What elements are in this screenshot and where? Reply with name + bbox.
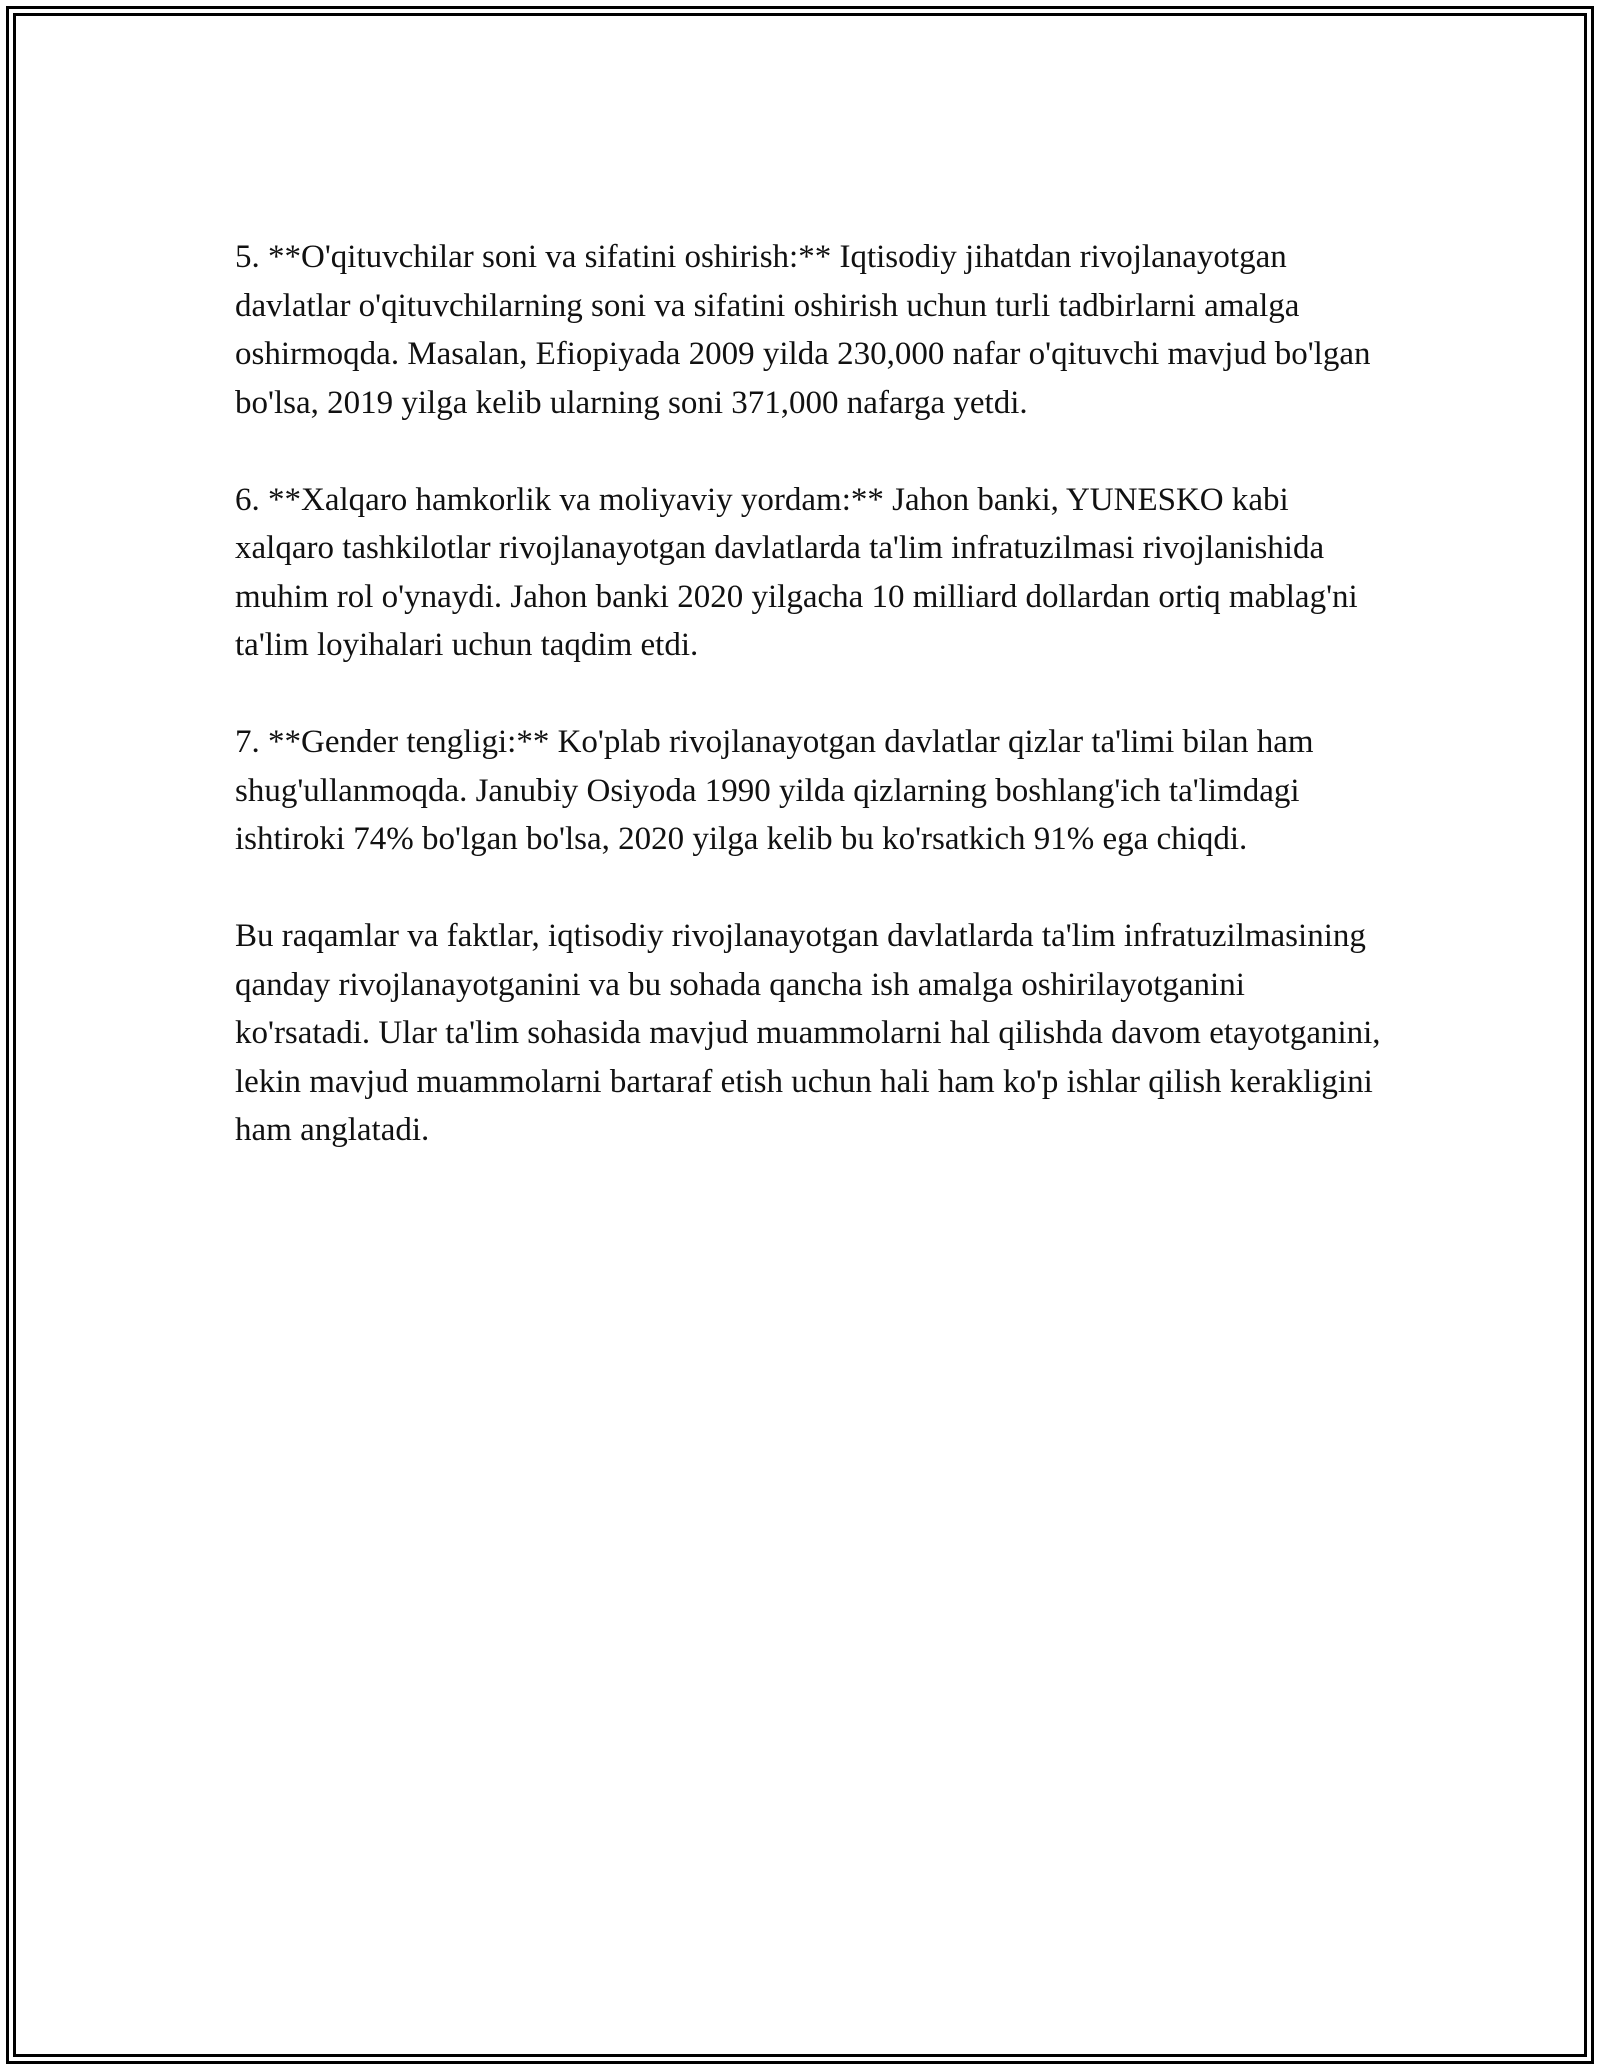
paragraph-conclusion: Bu raqamlar va faktlar, iqtisodiy rivojlanayotgan davlatlarda ta'lim infratuzilmasining qanday rivojlanayotganini va bu sohada qancha ish amalga oshirilayotganini ko'rsatadi. Ular ta'lim sohasida mavjud muammolarni hal qilishda davom etayotganini, lekin mavjud muammolarni bartaraf etish uchun hali ham ko'p ishlar qilish kerakligini ham anglatadi. — [235, 918, 1381, 1148]
paragraph-gender-equality: 7. **Gender tengligi:** Ko'plab rivojlanayotgan davlatlar qizlar ta'limi bilan ham shug'ullanmoqda. Janubiy Osiyoda 1990 yilda qizlarning boshlang'ich ta'limdagi ishtiroki 74% bo'lgan bo'lsa, 2020 yilga kelib bu ko'rsatkich 91% ega chiqdi. — [235, 724, 1314, 857]
paragraph-teachers: 5. **O'qituvchilar soni va sifatini oshirish:** Iqtisodiy jihatdan rivojlanayotgan davlatlar o'qituvchilarning soni va sifatini oshirish uchun turli tadbirlarni amalga oshirmoqda. Masalan, Efiopiyada 2009 yilda 230,000 nafar o'qituvchi mavjud bo'lgan bo'lsa, 2019 yilga kelib ularning soni 371,000 nafarga yetdi. — [235, 239, 1371, 421]
document-body — [235, 233, 1385, 1203]
paragraph-international-cooperation: 6. **Xalqaro hamkorlik va moliyaviy yordam:** Jahon banki, YUNESKO kabi xalqaro tashkilotlar rivojlanayotgan davlatlarda ta'lim infratuzilmasi rivojlanishida muhim rol o'ynaydi. Jahon banki 2020 yilgacha 10 milliard dollardan ortiq mablag'ni ta'lim loyihalari uchun taqdim etdi. — [235, 481, 1358, 663]
